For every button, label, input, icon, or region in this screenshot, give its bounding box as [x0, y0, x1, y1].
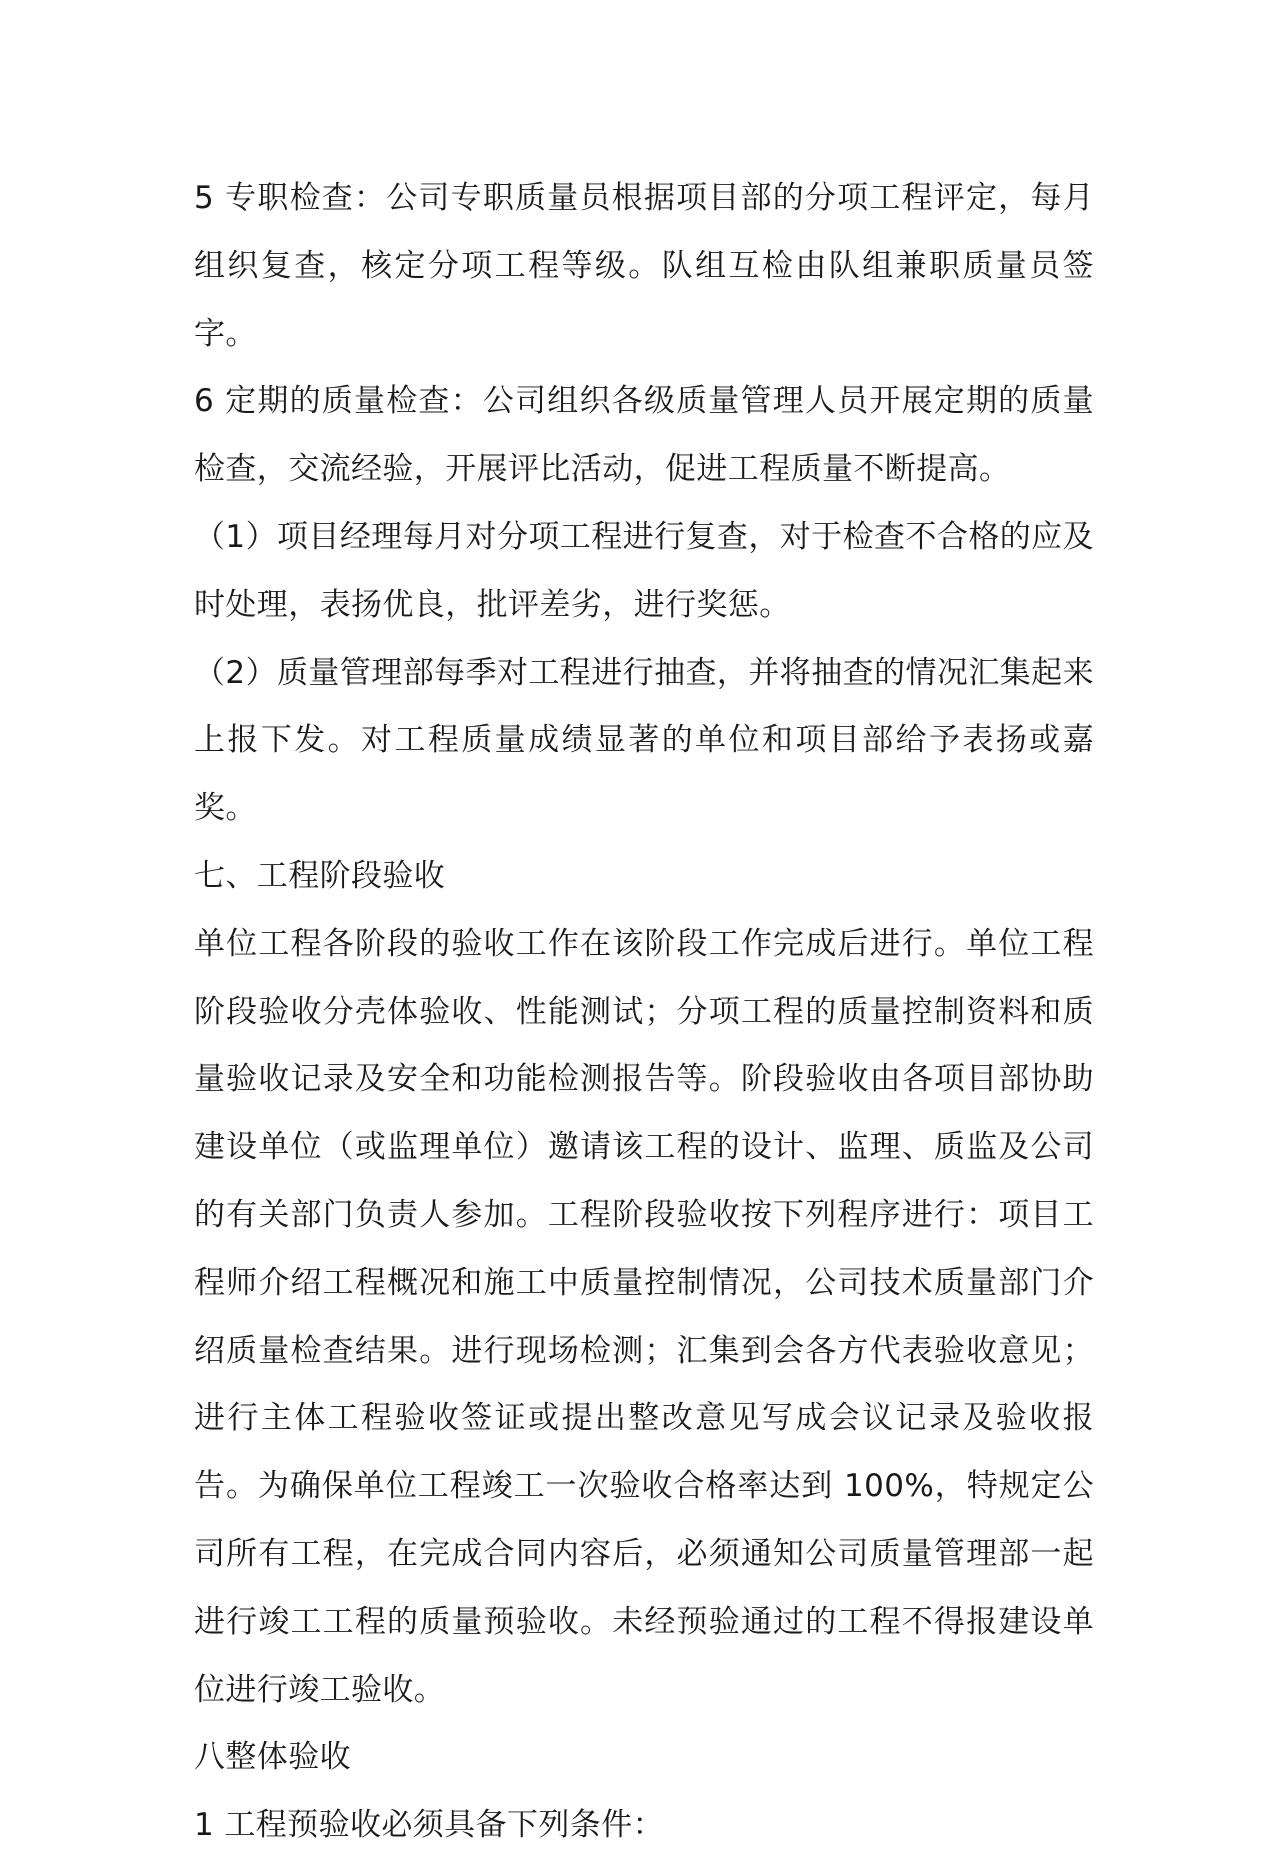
paragraph-pre-acceptance-conditions: 1 工程预验收必须具备下列条件：: [194, 1807, 664, 1844]
paragraph-periodic-inspection: 6 定期的质量检查：公司组织各级质量管理人员开展定期的质量检查，交流经验，开展评比活动，促进工程质量不断提高。: [194, 383, 1094, 488]
document-body: [194, 165, 1094, 1860]
paragraph-special-inspection: 5 专职检查：公司专职质量员根据项目部的分项工程评定，每月组织复查，核定分项工程等级。队组互检由队组兼职质量员签字。: [194, 180, 1094, 352]
paragraph-item-2: （2）质量管理部每季对工程进行抽查，并将抽查的情况汇集起来上报下发。对工程质量成绩显著的单位和项目部给予表扬或嘉奖。: [194, 654, 1094, 827]
section-heading-stage-acceptance: 七、工程阶段验收: [194, 857, 446, 894]
paragraph-stage-acceptance: 单位工程各阶段的验收工作在该阶段工作完成后进行。单位工程阶段验收分壳体验收、性能测试；分项工程的质量控制资料和质量验收记录及安全和功能检测报告等。阶段验收由各项目部协助建设单位（或监理单位）邀请该工程的设计、监理、质监及公司的有关部门负责人参加。工程阶段验收按下列程序进行：项目工程师介绍工程概况和施工中质量控制情况，公司技术质量部门介绍质量检查结果。进行现场检测；汇集到会各方代表验收意见；进行主体工程验收签证或提出整改意见写成会议记录及验收报告。为确保单位工程竣工一次验收合格率达到 100%，特规定公司所有工程，在完成合同内容后，必须通知公司质量管理部一起进行竣工工程的质量预验收。未经预验通过的工程不得报建设单位进行竣工验收。: [194, 925, 1094, 1708]
section-heading-overall-acceptance: 八整体验收: [194, 1739, 351, 1776]
paragraph-item-1: （1）项目经理每月对分项工程进行复查，对于检查不合格的应及时处理，表扬优良，批评差劣，进行奖惩。: [194, 518, 1094, 623]
